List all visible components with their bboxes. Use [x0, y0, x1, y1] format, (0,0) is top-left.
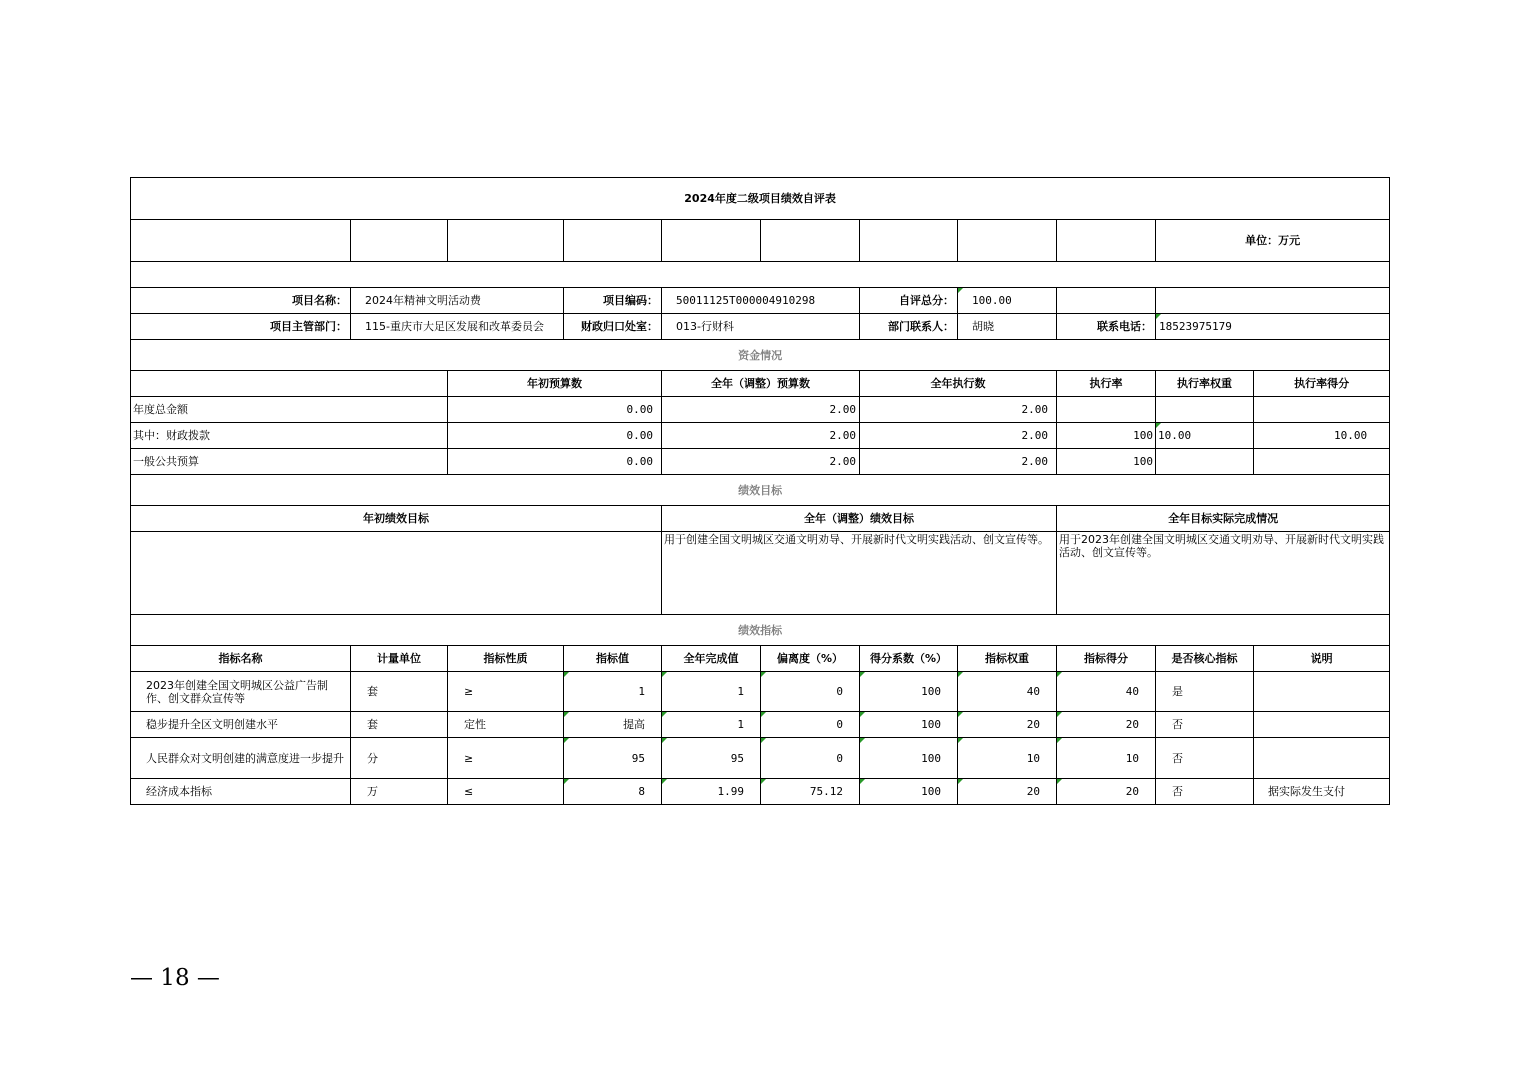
- funds-initial: 0.00: [448, 397, 662, 423]
- indicator-deviation: 0: [761, 738, 860, 779]
- indicator-deviation: 0: [761, 672, 860, 712]
- funds-section-title: 资金情况: [131, 340, 1390, 371]
- indicator-score: 40: [1057, 672, 1156, 712]
- self-score-value: 100.00: [958, 288, 1057, 314]
- funds-row-label: 年度总金额: [131, 397, 448, 423]
- indicator-core: 否: [1156, 712, 1254, 738]
- indicator-weight: 20: [958, 779, 1057, 805]
- indicator-header: 得分系数（%）: [860, 646, 958, 672]
- indicator-name: 经济成本指标: [131, 779, 351, 805]
- indicator-row: [131, 738, 1390, 779]
- indicator-nature: ≥: [448, 738, 564, 779]
- funds-header: 执行率得分: [1254, 371, 1390, 397]
- funds-header: 全年执行数: [860, 371, 1057, 397]
- unit-label: 单位：万元: [1156, 220, 1390, 262]
- funds-weight: [1156, 449, 1254, 475]
- funds-header: 执行率: [1057, 371, 1156, 397]
- indicator-target: 8: [564, 779, 662, 805]
- funds-executed: 2.00: [860, 423, 1057, 449]
- indicator-score: 10: [1057, 738, 1156, 779]
- funds-adjusted: 2.00: [662, 449, 860, 475]
- indicators-section-title: 绩效指标: [131, 615, 1390, 646]
- indicator-row: [131, 672, 1390, 712]
- blank-row: [131, 262, 1390, 288]
- indicator-header: 指标权重: [958, 646, 1057, 672]
- funds-initial: 0.00: [448, 423, 662, 449]
- indicator-done: 1: [662, 712, 761, 738]
- indicator-weight: 10: [958, 738, 1057, 779]
- indicator-unit: 万: [351, 779, 448, 805]
- dept-value: 115-重庆市大足区发展和改革委员会: [351, 314, 564, 340]
- indicator-core: 否: [1156, 738, 1254, 779]
- phone-label: 联系电话：: [1057, 314, 1156, 340]
- indicator-header: 偏离度（%）: [761, 646, 860, 672]
- table-title: 2024年度二级项目绩效自评表: [131, 178, 1390, 220]
- indicator-core: 否: [1156, 779, 1254, 805]
- funds-header: 全年（调整）预算数: [662, 371, 860, 397]
- indicator-name: 稳步提升全区文明创建水平: [131, 712, 351, 738]
- indicator-weight: 20: [958, 712, 1057, 738]
- indicator-target: 提高: [564, 712, 662, 738]
- goal-initial: [131, 532, 662, 615]
- indicator-unit: 分: [351, 738, 448, 779]
- finance-office-label: 财政归口处室：: [564, 314, 662, 340]
- funds-row-label: 一般公共预算: [131, 449, 448, 475]
- funds-row: [131, 449, 1390, 475]
- indicator-score: 20: [1057, 712, 1156, 738]
- indicator-header: 说明: [1254, 646, 1390, 672]
- goals-header-adjusted: 全年（调整）绩效目标: [662, 506, 1057, 532]
- funds-rate: 100: [1057, 423, 1156, 449]
- indicator-nature: ≥: [448, 672, 564, 712]
- indicator-deviation: 0: [761, 712, 860, 738]
- funds-adjusted: 2.00: [662, 423, 860, 449]
- indicator-note: [1254, 672, 1390, 712]
- goal-actual: 用于2023年创建全国文明城区交通文明劝导、开展新时代文明实践活动、创文宣传等。: [1057, 532, 1390, 615]
- goals-header-initial: 年初绩效目标: [131, 506, 662, 532]
- page-number: — 18 —: [130, 965, 220, 991]
- indicator-coefficient: 100: [860, 779, 958, 805]
- goal-adjusted: 用于创建全国文明城区交通文明劝导、开展新时代文明实践活动、创文宣传等。: [662, 532, 1057, 615]
- funds-executed: 2.00: [860, 449, 1057, 475]
- funds-rate: 100: [1057, 449, 1156, 475]
- indicator-name: 人民群众对文明创建的满意度进一步提升: [131, 738, 351, 779]
- project-name-label: 项目名称：: [131, 288, 351, 314]
- funds-initial: 0.00: [448, 449, 662, 475]
- self-score-label: 自评总分：: [860, 288, 958, 314]
- goals-header-row: [131, 506, 1390, 532]
- funds-rate: [1057, 397, 1156, 423]
- project-code-value: 50011125T000004910298: [662, 288, 860, 314]
- indicator-unit: 套: [351, 672, 448, 712]
- funds-adjusted: 2.00: [662, 397, 860, 423]
- indicators-header-row: [131, 646, 1390, 672]
- indicator-score: 20: [1057, 779, 1156, 805]
- indicator-coefficient: 100: [860, 712, 958, 738]
- contact-label: 部门联系人：: [860, 314, 958, 340]
- indicator-done: 95: [662, 738, 761, 779]
- funds-header: 执行率权重: [1156, 371, 1254, 397]
- goals-content-row: [131, 532, 1390, 615]
- indicator-target: 1: [564, 672, 662, 712]
- indicator-header: 指标名称: [131, 646, 351, 672]
- indicator-done: 1: [662, 672, 761, 712]
- indicator-nature: ≤: [448, 779, 564, 805]
- indicator-weight: 40: [958, 672, 1057, 712]
- indicator-coefficient: 100: [860, 672, 958, 712]
- project-name-value: 2024年精神文明活动费: [351, 288, 564, 314]
- indicator-target: 95: [564, 738, 662, 779]
- dept-label: 项目主管部门：: [131, 314, 351, 340]
- indicator-row: [131, 779, 1390, 805]
- indicator-name: 2023年创建全国文明城区公益广告制作、创文群众宣传等: [131, 672, 351, 712]
- indicator-header: 指标得分: [1057, 646, 1156, 672]
- indicator-header: 指标值: [564, 646, 662, 672]
- self-evaluation-sheet: [130, 177, 1389, 807]
- goals-header-actual: 全年目标实际完成情况: [1057, 506, 1390, 532]
- funds-weight: 10.00: [1156, 423, 1254, 449]
- finance-office-value: 013-行财科: [662, 314, 860, 340]
- funds-score: 10.00: [1254, 423, 1390, 449]
- phone-value: 18523975179: [1156, 314, 1390, 340]
- indicator-deviation: 75.12: [761, 779, 860, 805]
- indicator-coefficient: 100: [860, 738, 958, 779]
- indicator-header: 计量单位: [351, 646, 448, 672]
- goals-section-title: 绩效目标: [131, 475, 1390, 506]
- indicator-header: 是否核心指标: [1156, 646, 1254, 672]
- indicator-note: 据实际发生支付: [1254, 779, 1390, 805]
- funds-header-row: [131, 371, 1390, 397]
- contact-value: 胡晓: [958, 314, 1057, 340]
- project-row-1: [131, 288, 1390, 314]
- indicator-header: 指标性质: [448, 646, 564, 672]
- project-row-2: [131, 314, 1390, 340]
- funds-row-label: 其中：财政拨款: [131, 423, 448, 449]
- indicator-header: 全年完成值: [662, 646, 761, 672]
- indicator-nature: 定性: [448, 712, 564, 738]
- funds-score: [1254, 397, 1390, 423]
- funds-row: [131, 397, 1390, 423]
- evaluation-table: [130, 177, 1390, 805]
- indicator-done: 1.99: [662, 779, 761, 805]
- indicator-row: [131, 712, 1390, 738]
- funds-row: [131, 423, 1390, 449]
- funds-executed: 2.00: [860, 397, 1057, 423]
- indicator-note: [1254, 738, 1390, 779]
- funds-weight: [1156, 397, 1254, 423]
- project-code-label: 项目编码：: [564, 288, 662, 314]
- funds-header: 年初预算数: [448, 371, 662, 397]
- indicator-core: 是: [1156, 672, 1254, 712]
- indicator-unit: 套: [351, 712, 448, 738]
- indicator-note: [1254, 712, 1390, 738]
- funds-score: [1254, 449, 1390, 475]
